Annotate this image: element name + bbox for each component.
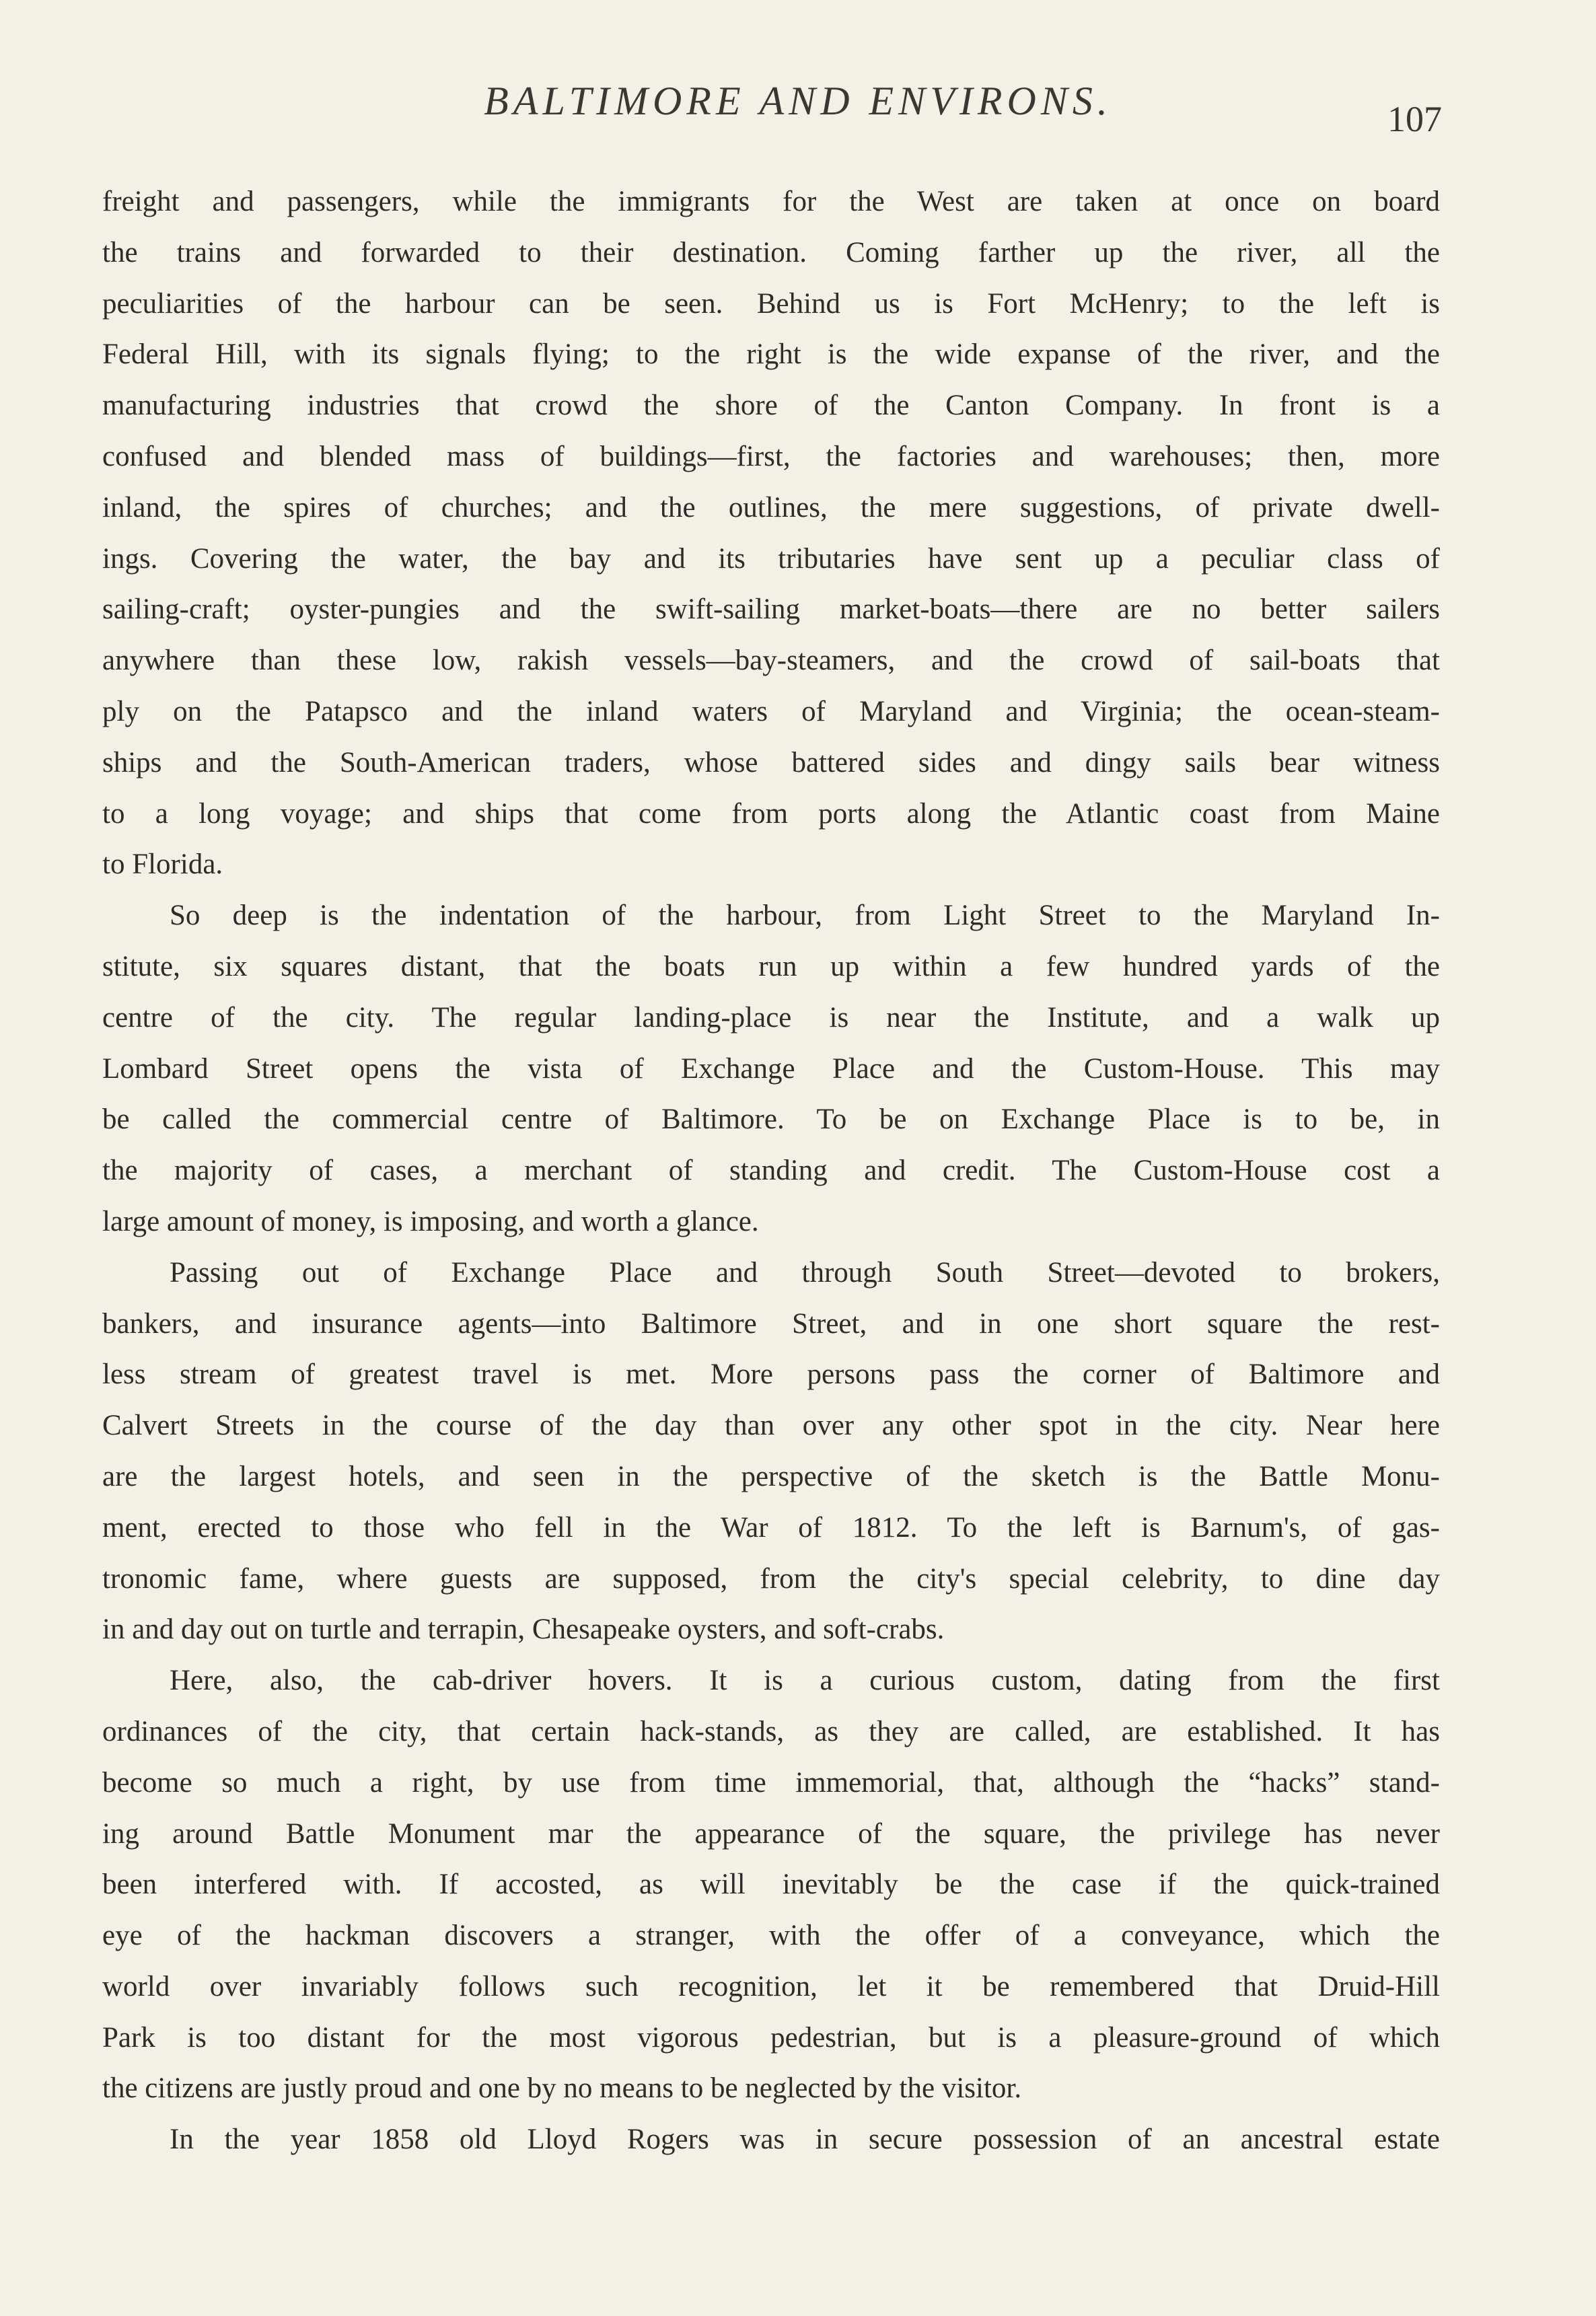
text-line: So deep is the indentation of the harbour, from Light Street to the Maryland In-: [170, 900, 1440, 932]
paragraph: [102, 890, 1440, 1247]
text-line: become so much a right, by use from time immemorial, that, although the “hacks” stand-: [102, 1766, 1440, 1799]
text-line: peculiarities of the harbour can be seen. Behind us is Fort McHenry; to the left is: [102, 287, 1440, 320]
text-line: Passing out of Exchange Place and through South Street—devoted to brokers,: [170, 1256, 1440, 1289]
text-line: In the year 1858 old Lloyd Rogers was in secure possession of an ancestral estate: [170, 2124, 1440, 2156]
page-number: 107: [1387, 99, 1442, 139]
text-line: bankers, and insurance agents—into Baltimore Street, and in one short square the rest-: [102, 1307, 1440, 1340]
text-line: stitute, six squares distant, that the boats run up within a few hundred yards of the: [102, 950, 1440, 982]
text-line: Park is too distant for the most vigorous pedestrian, but is a pleasure-ground of which: [102, 2021, 1440, 2054]
text-line: in and day out on turtle and terrapin, Chesapeake oysters, and soft-crabs.: [102, 1614, 945, 1646]
text-line: tronomic fame, where guests are supposed, from the city's special celebrity, to dine day: [102, 1562, 1440, 1595]
text-line: are the largest hotels, and seen in the perspective of the sketch is the Battle Monu-: [102, 1460, 1440, 1492]
text-line: ings. Covering the water, the bay and its tributaries have sent up a peculiar class of: [102, 542, 1440, 575]
text-line: ing around Battle Monument mar the appearance of the square, the privilege has never: [102, 1817, 1440, 1850]
body-text: [102, 176, 1440, 2165]
text-line: Federal Hill, with its signals flying; to the right is the wide expanse of the river, and the: [102, 338, 1440, 371]
text-line: ply on the Patapsco and the inland waters of Maryland and Virginia; the ocean-steam-: [102, 695, 1440, 727]
text-line: the citizens are justly proud and one by no means to be neglected by the visitor.: [102, 2072, 1022, 2105]
text-line: the trains and forwarded to their destination. Coming farther up the river, all the: [102, 236, 1440, 268]
text-line: Here, also, the cab-driver hovers. It is a curious custom, dating from the first: [170, 1665, 1440, 1697]
text-line: be called the commercial centre of Baltimore. To be on Exchange Place is to be, in: [102, 1103, 1440, 1136]
text-line: anywhere than these low, rakish vessels—bay-steamers, and the crowd of sail-boats that: [102, 645, 1440, 677]
text-line: ordinances of the city, that certain hack-stands, as they are called, are established. It has: [102, 1715, 1440, 1747]
text-line: the majority of cases, a merchant of standing and credit. The Custom-House cost a: [102, 1155, 1440, 1187]
text-line: world over invariably follows such recognition, let it be remembered that Druid-Hill: [102, 1970, 1440, 2002]
text-line: less stream of greatest travel is met. More persons pass the corner of Baltimore and: [102, 1359, 1440, 1391]
text-line: large amount of money, is imposing, and worth a glance.: [102, 1205, 759, 1237]
running-title: BALTIMORE AND ENVIRONS.: [484, 79, 1112, 123]
paragraph: [102, 1655, 1440, 2114]
text-line: sailing-craft; oyster-pungies and the swift-sailing market-boats—there are no better sailers: [102, 593, 1440, 626]
paragraph: [102, 1247, 1440, 1655]
text-line: to Florida.: [102, 848, 223, 881]
paragraph: [102, 176, 1440, 890]
paragraph: [102, 2114, 1440, 2165]
text-line: Lombard Street opens the vista of Exchange Place and the Custom-House. This may: [102, 1052, 1440, 1085]
text-line: to a long voyage; and ships that come from ports along the Atlantic coast from Maine: [102, 797, 1440, 830]
text-line: inland, the spires of churches; and the outlines, the mere suggestions, of private dwell-: [102, 491, 1440, 523]
text-line: ships and the South-American traders, whose battered sides and dingy sails bear witness: [102, 746, 1440, 779]
text-line: centre of the city. The regular landing-place is near the Institute, and a walk up: [102, 1001, 1440, 1034]
text-line: confused and blended mass of buildings—first, the factories and warehouses; then, more: [102, 440, 1440, 472]
text-line: been interfered with. If accosted, as will inevitably be the case if the quick-trained: [102, 1869, 1440, 1901]
text-line: manufacturing industries that crowd the shore of the Canton Company. In front is a: [102, 390, 1440, 422]
text-line: ment, erected to those who fell in the War of 1812. To the left is Barnum's, of gas-: [102, 1511, 1440, 1544]
text-line: freight and passengers, while the immigrants for the West are taken at once on board: [102, 186, 1440, 217]
text-line: eye of the hackman discovers a stranger, with the offer of a conveyance, which the: [102, 1920, 1440, 1952]
text-line: Calvert Streets in the course of the day than over any other spot in the city. Near here: [102, 1410, 1440, 1442]
